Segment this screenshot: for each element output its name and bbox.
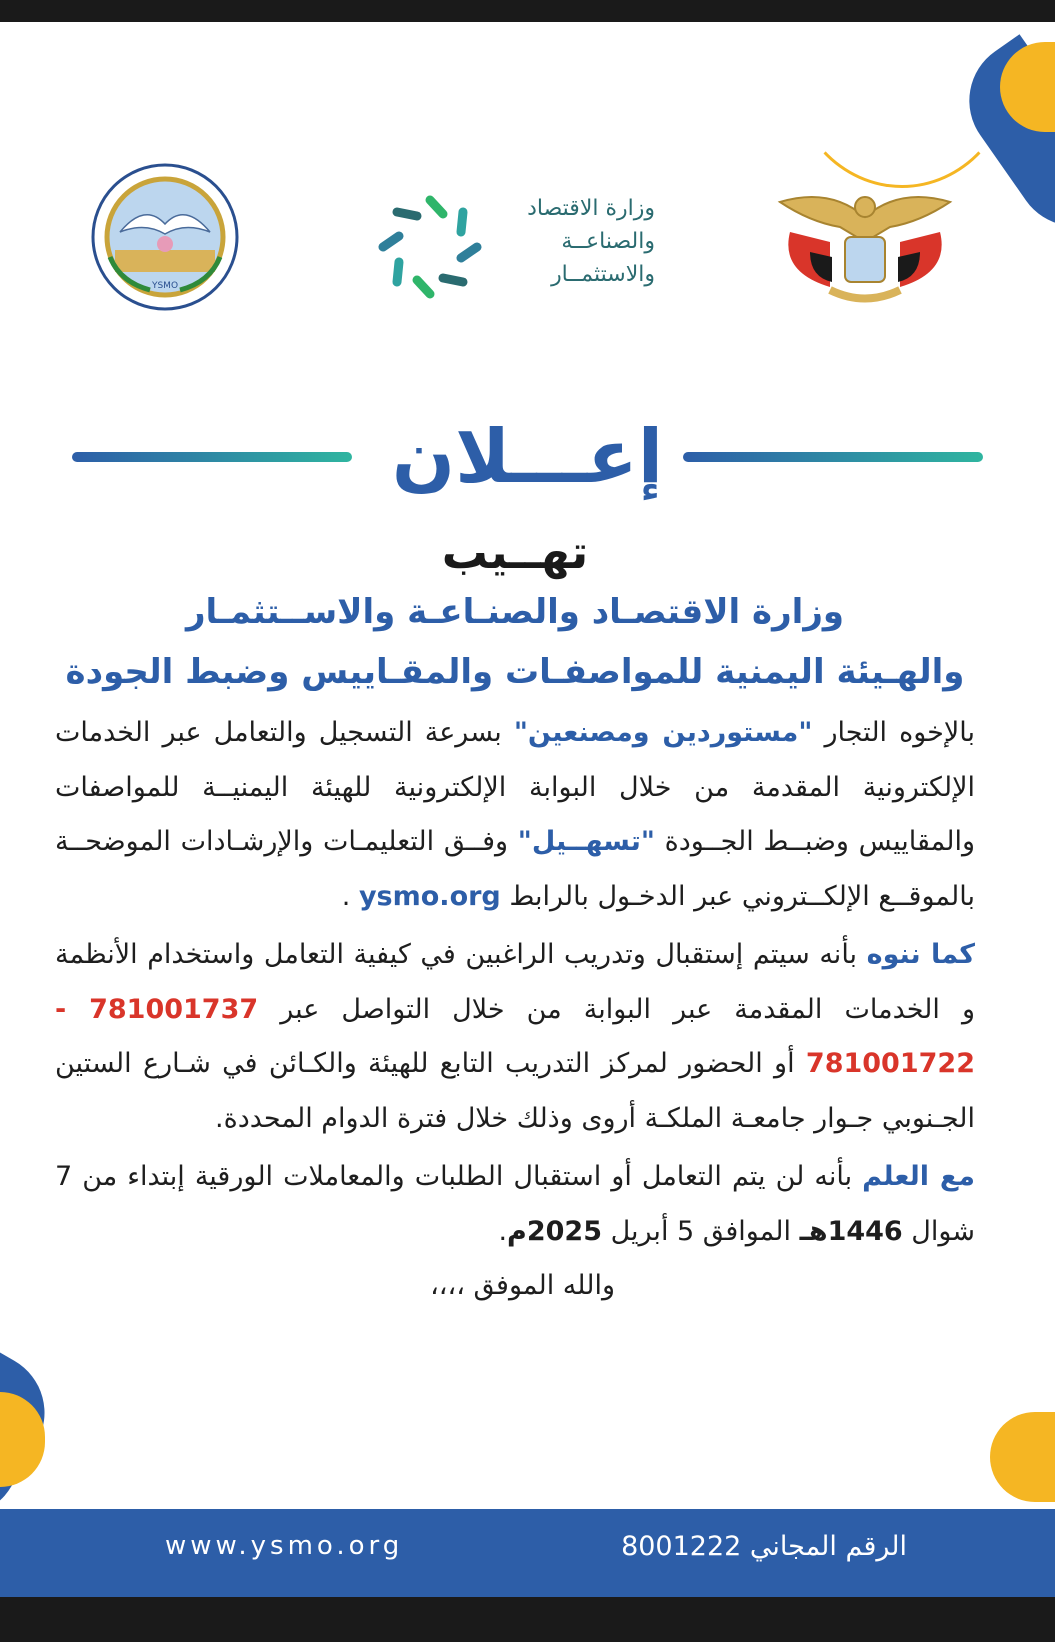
org-heading-2: والهـيئة اليمنية للمواصفـات والمقـاييس وضبط الجودة	[65, 652, 965, 692]
announcement-body	[55, 522, 975, 1313]
logo-strip	[0, 162, 1055, 332]
svg-text:YSMO: YSMO	[151, 281, 179, 291]
website-link[interactable]: ysmo.org	[358, 880, 501, 912]
page-title: إعـــلان	[391, 414, 664, 500]
footer-bar	[0, 1509, 1055, 1597]
paragraph-registration: بالإخوه التجار "مستوردين ومصنعين" بسرعة التسجيل والتعامل عبر الخدمات الإلكترونية المقدمة من خلال البوابة الإلكترونية للهيئة اليمنيــة للمواصفات والمقاييس وضبــط الجــودة "تسهــيل" وفــق التعليمـات والإرشـادات الموضحــة بالموقــع الإلكــتروني عبر الدخـول بالرابط ysmo.org .	[55, 717, 976, 912]
announcement-sheet	[0, 22, 1055, 1597]
org-heading-1: وزارة الاقتصـاد والصنـاعـة والاســتثمـار	[185, 592, 845, 632]
footer-website[interactable]: www.ysmo.org	[165, 1531, 404, 1561]
hijri-date: 1446هـ	[799, 1215, 903, 1247]
gregorian-date: 2025م	[507, 1215, 602, 1247]
paragraph-paper-notice: مع العلم بأنه لن يتم التعامل أو استقبال الطلبات والمعاملات الورقية إبتداء من 7 شوال 1446هـ الموافق 5 أبريل 2025م.	[55, 1161, 976, 1247]
title-rule-left	[72, 452, 352, 462]
phone-numbers: 781001737 - 781001722	[55, 993, 975, 1079]
corner-yellow-shape-right	[990, 1412, 1055, 1502]
footer-hotline: الرقم المجاني 8001222	[621, 1531, 907, 1562]
yemen-eagle-emblem	[770, 182, 960, 312]
tasheel-quote: "تسهــيل"	[517, 826, 655, 857]
ministry-star-icon	[375, 192, 485, 302]
greeting-heading: تهــيب	[441, 525, 589, 579]
ysmo-seal-logo	[90, 162, 240, 312]
paragraph-training: كما ننوه بأنه سيتم إستقبال وتدريب الراغبين في كيفية التعامل واستخدام الأنظمة و الخدمات المقدمة عبر البوابة من خلال التواصل عبر 781001737 - 781001722 أو الحضور لمركز التدريب التابع للهيئة والكـائن في شـارع الستين الجـنوبي جـوار جامعـة الملكـة أروى وذلك خلال فترة الدوام المحددة.	[55, 939, 975, 1134]
closing-line: والله الموفق ،،،،	[430, 1270, 615, 1301]
ministry-logo-text: وزارة الاقتصاد والصناعــة والاستثمــار	[527, 196, 655, 287]
title-row	[0, 412, 1055, 502]
title-rule-right	[683, 452, 983, 462]
notice-lead: كما ننوه	[866, 939, 975, 970]
ministry-logo	[375, 192, 655, 302]
merchants-quote: "مستوردين ومصنعين"	[513, 717, 813, 748]
note-lead: مع العلم	[862, 1161, 976, 1192]
